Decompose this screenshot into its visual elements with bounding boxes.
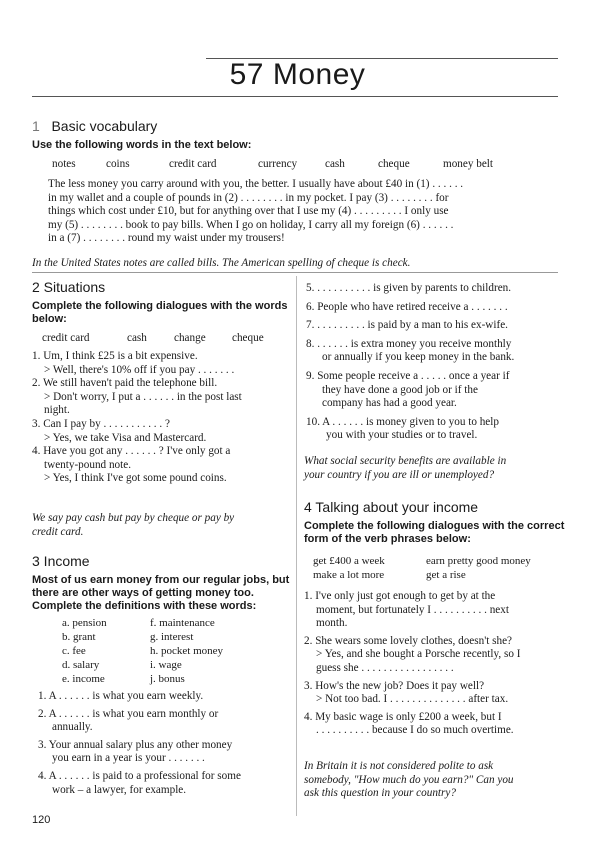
dialogue-line: twenty-pound note. bbox=[44, 458, 131, 471]
note-line: credit card. bbox=[32, 525, 84, 538]
word-right: i. wage bbox=[150, 659, 182, 671]
definition-line: 7. . . . . . . . . . is paid by a man to his ex-wife. bbox=[306, 319, 508, 332]
dialogue-line: . . . . . . . . . . because I do so much overtime. bbox=[316, 724, 514, 737]
definition-line: 1. A . . . . . . is what you earn weekly. bbox=[38, 690, 204, 702]
section-2-heading: 2 Situations bbox=[32, 279, 106, 295]
word: cash bbox=[325, 158, 345, 170]
definition-line: 4. A . . . . . . is paid to a professional for some bbox=[38, 769, 241, 782]
definition-line: work – a lawyer, for example. bbox=[52, 783, 187, 796]
definition-line: they have done a good job or if the bbox=[322, 383, 478, 396]
word-right: g. interest bbox=[150, 631, 194, 643]
intro-line: Most of us earn money from our regular jobs, but bbox=[32, 574, 290, 586]
dialogue-line: > Yes, I think I've got some pound coins. bbox=[44, 472, 227, 485]
page-title: 57 Money bbox=[229, 58, 366, 91]
section-1-words bbox=[0, 158, 595, 172]
section-1-text bbox=[48, 178, 548, 246]
instruction-line: Complete the following dialogues with the correct bbox=[304, 520, 565, 532]
section-3-definitions-cont bbox=[306, 282, 560, 443]
note-line: somebody, "How much do you earn?" Can you bbox=[304, 773, 514, 786]
definition-line: 10. A . . . . . . is money given to you to help bbox=[306, 415, 499, 428]
definition-line: annually. bbox=[52, 721, 93, 734]
section-2-words bbox=[0, 332, 296, 346]
word: coins bbox=[106, 158, 130, 170]
section-2-instruction: Complete the following dialogues with the words below: bbox=[32, 300, 288, 325]
definition-line: 6. People who have retired receive a . . . . . . . bbox=[306, 300, 508, 313]
title-rule-bottom bbox=[32, 96, 558, 97]
word: cheque bbox=[378, 158, 410, 170]
word: cash bbox=[127, 332, 147, 344]
section-3-wordlist bbox=[0, 617, 296, 687]
section-1-divider bbox=[32, 272, 558, 273]
definition-line: 2. A . . . . . . is what you earn monthly or bbox=[38, 707, 219, 720]
dialogue-line: moment, but fortunately I . . . . . . . . . . next bbox=[316, 603, 509, 616]
word-left: d. salary bbox=[62, 659, 100, 671]
dialogue-line: > Well, there's 10% off if you pay . . . . . . . bbox=[44, 363, 235, 376]
section-1-heading bbox=[32, 118, 157, 134]
intro-line: Complete the definitions with these words: bbox=[32, 600, 257, 612]
section-4-phrases bbox=[0, 555, 595, 585]
text-line: The less money you carry around with you, the better. I usually have about £40 in (1) . . . . . . bbox=[48, 178, 464, 190]
section-3-question bbox=[304, 455, 560, 482]
dialogue-line: night. bbox=[44, 404, 70, 417]
section-4-heading: 4 Talking about your income bbox=[304, 499, 479, 515]
definition-line: 9. Some people receive a . . . . . once a year if bbox=[306, 369, 510, 382]
dialogue-line: month. bbox=[316, 617, 348, 630]
section-4-instruction bbox=[304, 520, 565, 546]
word-left: c. fee bbox=[62, 645, 86, 657]
column-divider bbox=[296, 276, 297, 816]
dialogue-line: 3. Can I pay by . . . . . . . . . . . ? bbox=[32, 417, 170, 430]
dialogue-line: 1. I've only just got enough to get by at the bbox=[304, 590, 496, 602]
word-left: b. grant bbox=[62, 631, 96, 643]
word: notes bbox=[52, 158, 76, 170]
note-line: ask this question in your country? bbox=[304, 787, 456, 800]
dialogue-line: 4. My basic wage is only £200 a week, but I bbox=[304, 710, 502, 723]
word-left: a. pension bbox=[62, 617, 107, 629]
section-1-title: Basic vocabulary bbox=[51, 118, 158, 134]
phrase: get £400 a week bbox=[313, 555, 385, 567]
section-4-dialogues bbox=[304, 590, 560, 738]
word-right: j. bonus bbox=[150, 673, 185, 685]
section-3-definitions bbox=[38, 690, 294, 797]
intro-line: there are other ways of getting money too. bbox=[32, 587, 254, 599]
word-right: f. maintenance bbox=[150, 617, 215, 629]
phrase: earn pretty good money bbox=[426, 555, 531, 567]
phrase: make a lot more bbox=[313, 569, 385, 581]
dialogue-line: guess she . . . . . . . . . . . . . . . . . bbox=[316, 661, 454, 674]
word: currency bbox=[258, 158, 298, 170]
definition-line: 3. Your annual salary plus any other money bbox=[38, 738, 233, 751]
question-line: your country if you are ill or unemployed? bbox=[304, 468, 495, 481]
instruction-line: form of the verb phrases below: bbox=[304, 533, 471, 545]
word-right: h. pocket money bbox=[150, 645, 224, 657]
dialogue-line: 2. We still haven't paid the telephone bill. bbox=[32, 377, 218, 390]
word: credit card bbox=[42, 332, 90, 344]
section-1-instruction: Use the following words in the text below: bbox=[32, 139, 252, 151]
section-3-heading: 3 Income bbox=[32, 553, 90, 569]
dialogue-line: 1. Um, I think £25 is a bit expensive. bbox=[32, 350, 198, 362]
note-line: We say pay cash but pay by cheque or pay by bbox=[32, 512, 235, 524]
word: cheque bbox=[232, 332, 264, 344]
section-1-number: 1 bbox=[32, 118, 40, 134]
word: credit card bbox=[169, 158, 217, 170]
dialogue-line: > Not too bad. I . . . . . . . . . . . . . . after tax. bbox=[316, 693, 509, 706]
definition-line: company has had a good year. bbox=[322, 397, 457, 410]
section-2-note bbox=[32, 512, 294, 539]
section-2-dialogues bbox=[32, 350, 294, 486]
section-4-note bbox=[304, 760, 560, 801]
definition-line: you earn in a year is your . . . . . . . bbox=[52, 752, 205, 765]
dialogue-line: > Yes, we take Visa and Mastercard. bbox=[44, 431, 207, 444]
definition-line: you with your studies or to travel. bbox=[326, 429, 478, 442]
phrase: get a rise bbox=[426, 569, 466, 581]
definition-line: 8. . . . . . . is extra money you receive monthly bbox=[306, 337, 512, 350]
dialogue-line: > Yes, and she bought a Porsche recently, so I bbox=[316, 648, 521, 661]
dialogue-line: 2. She wears some lovely clothes, doesn't she? bbox=[304, 634, 513, 647]
definition-line: 5. . . . . . . . . . . is given by parents to children. bbox=[306, 282, 512, 294]
note-line: In Britain it is not considered polite to ask bbox=[304, 760, 494, 772]
text-line: things which cost under £10, but for anything over that I use my (4) . . . . . . . . . I only use bbox=[48, 205, 449, 218]
section-1-note: In the United States notes are called bills. The American spelling of cheque is check. bbox=[32, 257, 411, 269]
word: change bbox=[174, 332, 206, 344]
text-line: in a (7) . . . . . . . . round my waist under my trousers! bbox=[48, 232, 285, 245]
dialogue-line: > Don't worry, I put a . . . . . . in the post last bbox=[44, 390, 242, 403]
definition-line: or annually if you keep money in the bank. bbox=[322, 351, 515, 364]
dialogue-line: 4. Have you got any . . . . . . ? I've only got a bbox=[32, 445, 231, 458]
text-line: my (5) . . . . . . . . book to pay bills. When I go on holiday, I carry all my foreign (6) . . . . . . bbox=[48, 218, 454, 231]
word: money belt bbox=[443, 158, 494, 170]
text-line: in my wallet and a couple of pounds in (2) . . . . . . . . in my pocket. I pay (3) . . . . . . . . for bbox=[48, 191, 449, 204]
question-line: What social security benefits are available in bbox=[304, 455, 507, 467]
page-number: 120 bbox=[32, 814, 51, 826]
dialogue-line: 3. How's the new job? Does it pay well? bbox=[304, 679, 485, 692]
word-left: e. income bbox=[62, 673, 105, 685]
